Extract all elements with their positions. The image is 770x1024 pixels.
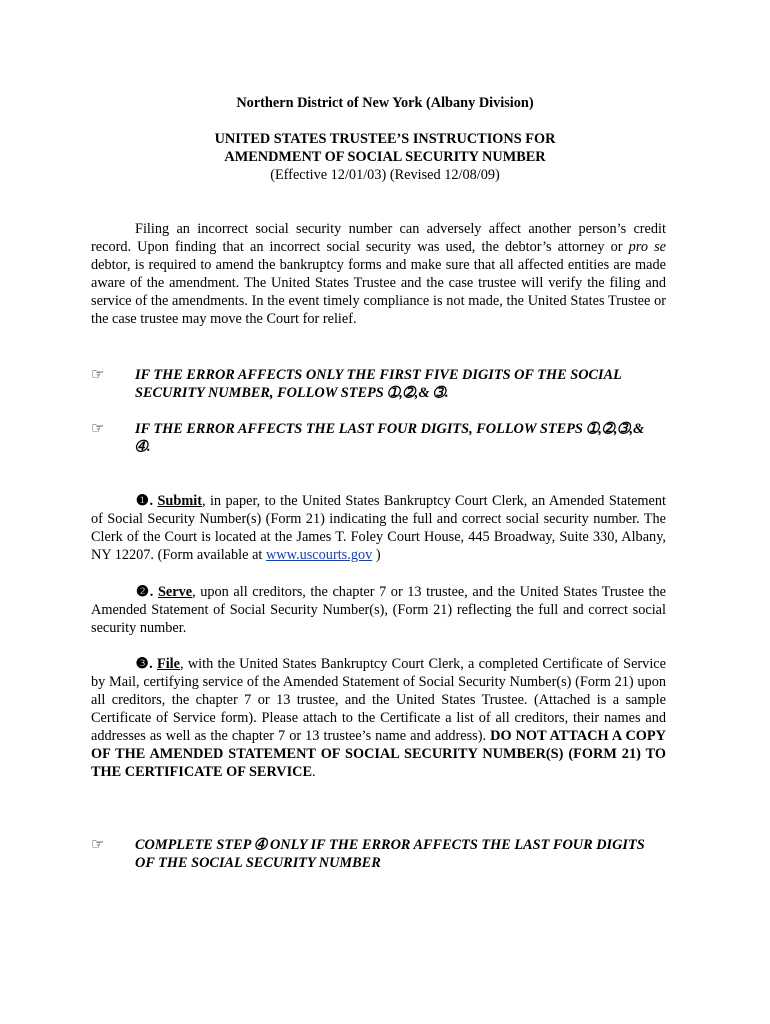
effective-dates: (Effective 12/01/03) (Revised 12/08/09) <box>270 167 500 183</box>
step-2-paragraph <box>91 583 666 637</box>
intro-text-2: debtor, is required to amend the bankruptcy forms and make sure that all affected entities are made aware of the amendment. The United States Trustee and the case trustee will verify the filing and service of the amendments. In the event timely compliance is not made, the United States Trustee or the case trustee may move the Court for relief. <box>91 257 666 327</box>
step-2-number: ❷. <box>135 584 158 600</box>
bullet-2-line-1: IF THE ERROR AFFECTS THE LAST FOUR DIGITS, FOLLOW STEPS ➀,➁,➂,& <box>135 421 645 437</box>
step-3-label: File <box>156 656 180 672</box>
step-3-period: . <box>312 764 316 780</box>
step-1-number: ❶. <box>135 493 158 509</box>
bullet-3-line-1: COMPLETE STEP ➃ ONLY IF THE ERROR AFFECTS THE LAST FOUR DIGITS <box>135 837 645 853</box>
uscourts-link[interactable]: www.uscourts.gov <box>265 547 373 563</box>
district-heading: Northern District of New York (Albany Division) <box>236 95 534 111</box>
instruction-bullet-step-4 <box>91 836 677 872</box>
instruction-bullet-last-four <box>91 420 677 456</box>
bullet-3-line-2: OF THE SOCIAL SECURITY NUMBER <box>135 855 381 871</box>
step-2-text: , upon all creditors, the chapter 7 or 13 trustee, and the United States Trustee the Amended Statement of Social Security Number(s), (Form 21) reflecting the full and correct social security number. <box>91 584 666 636</box>
intro-paragraph <box>91 220 666 328</box>
step-1-end: ) <box>372 547 381 563</box>
pointing-hand-icon: ☞ <box>91 421 105 437</box>
bullet-1-line-1: IF THE ERROR AFFECTS ONLY THE FIRST FIVE DIGITS OF THE SOCIAL <box>135 367 622 383</box>
step-1-label: Submit <box>157 493 202 509</box>
step-3-warning: DO NOT ATTACH A COPY OF THE AMENDED STATEMENT OF SOCIAL SECURITY NUMBER(S) (FORM 21) TO THE CERTIFICATE OF SERVICE <box>91 728 666 780</box>
instruction-bullet-first-five <box>91 366 677 402</box>
bullet-1-line-2: SECURITY NUMBER, FOLLOW STEPS ➀,➁,& ➂. <box>135 385 449 401</box>
intro-text-1: Filing an incorrect social security number can adversely affect another person’s credit record. Upon finding that an incorrect social security was used, the debtor’s attorney or <box>91 221 666 255</box>
intro-pro-se: pro se <box>628 239 666 255</box>
step-3-number: ❸. <box>135 656 157 672</box>
step-1-paragraph <box>91 492 666 564</box>
step-3-paragraph <box>91 655 666 781</box>
title-line-1: UNITED STATES TRUSTEE’S INSTRUCTIONS FOR <box>214 131 556 147</box>
pointing-hand-icon: ☞ <box>91 837 105 853</box>
step-1-text: , in paper, to the United States Bankruptcy Court Clerk, an Amended Statement of Social Security Number(s) (Form 21) indicating the full and correct social security number. The Clerk of the Court is located at the James T. Foley Court House, 445 Broadway, Suite 330, Albany, NY 12207. (Form available at <box>91 493 666 563</box>
bullet-2-line-2: ➃. <box>135 439 151 455</box>
title-line-2: AMENDMENT OF SOCIAL SECURITY NUMBER <box>224 149 546 165</box>
step-2-label: Serve <box>157 584 193 600</box>
step-3-text: , with the United States Bankruptcy Court Clerk, a completed Certificate of Service by Mail, certifying service of the Amended Statement of Social Security Number(s) (Form 21) upon all creditors, the chapter 7 or 13 trustee, and the United States Trustee. (Attached is a sample Certificate of Service form). Please attach to the Certificate a list of all creditors, their names and addresses as well as the chapter 7 or 13 trustee’s name and address). <box>91 656 666 744</box>
pointing-hand-icon: ☞ <box>91 367 105 383</box>
